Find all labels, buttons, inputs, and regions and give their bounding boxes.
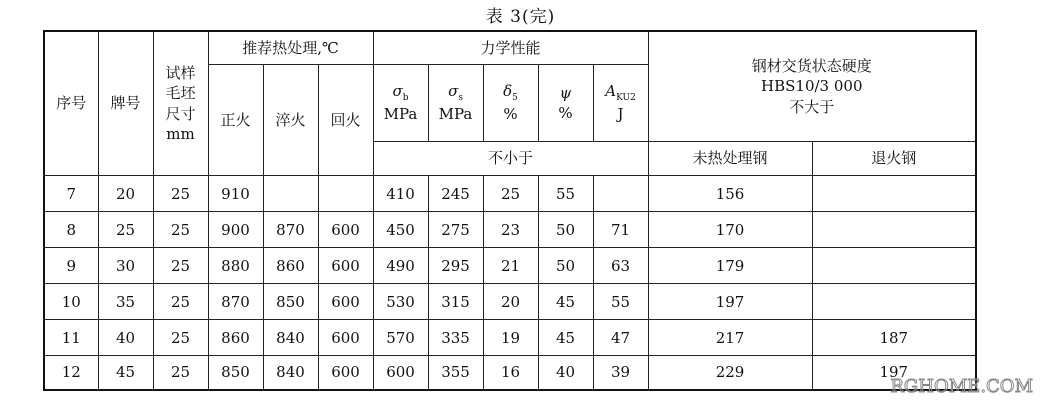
table-cell: 170 <box>648 212 812 248</box>
table-cell: 245 <box>428 176 483 212</box>
table-cell: 870 <box>263 212 318 248</box>
table-cell: 20 <box>98 176 153 212</box>
table-cell: 315 <box>428 284 483 320</box>
table-cell: 410 <box>373 176 428 212</box>
table-cell: 12 <box>44 356 98 390</box>
table-cell: 7 <box>44 176 98 212</box>
table-cell: 10 <box>44 284 98 320</box>
table-cell: 900 <box>208 212 263 248</box>
table-cell: 45 <box>98 356 153 390</box>
table-cell: 25 <box>98 212 153 248</box>
header-mechanical: 力学性能 <box>373 31 648 65</box>
table-cell: 55 <box>593 284 648 320</box>
watermark-text: RGHOME.COM <box>890 376 1033 397</box>
header-sigma-s: $\sigma_s$ MPa <box>428 65 483 142</box>
table-cell: 63 <box>593 248 648 284</box>
header-aku2: $A_{KU2}$ J <box>593 65 648 142</box>
table-cell: 355 <box>428 356 483 390</box>
table-cell: 600 <box>318 356 373 390</box>
table-cell: 21 <box>483 248 538 284</box>
table-cell: 880 <box>208 248 263 284</box>
table-cell: 600 <box>318 248 373 284</box>
table-cell: 35 <box>98 284 153 320</box>
table-cell: 860 <box>208 320 263 356</box>
header-not-less: 不小于 <box>373 142 648 176</box>
table-cell: 50 <box>538 212 593 248</box>
table-cell: 25 <box>483 176 538 212</box>
table-cell: 850 <box>263 284 318 320</box>
table-cell: 30 <box>98 248 153 284</box>
table-row <box>44 284 976 320</box>
table-cell: 47 <box>593 320 648 356</box>
header-temper: 回火 <box>318 65 373 176</box>
table-cell: 197 <box>648 284 812 320</box>
table-body <box>44 176 976 390</box>
table-cell: 600 <box>318 284 373 320</box>
header-normalize: 正火 <box>208 65 263 176</box>
header-delta5: $\delta_5$ % <box>483 65 538 142</box>
table-row <box>44 212 976 248</box>
table-cell: 600 <box>318 320 373 356</box>
table-cell: 45 <box>538 320 593 356</box>
header-hardness: 钢材交货状态硬度 HBS10/3 000 不大于 <box>648 31 976 142</box>
table-cell: 25 <box>153 284 208 320</box>
table-cell: 55 <box>538 176 593 212</box>
table-cell: 179 <box>648 248 812 284</box>
table-cell: 229 <box>648 356 812 390</box>
header-psi: ψ % <box>538 65 593 142</box>
table-cell: 25 <box>153 176 208 212</box>
table-cell: 600 <box>318 212 373 248</box>
table-cell: 23 <box>483 212 538 248</box>
table-row <box>44 320 976 356</box>
table-cell <box>812 248 976 284</box>
table-cell: 40 <box>98 320 153 356</box>
table-cell: 156 <box>648 176 812 212</box>
table-cell: 530 <box>373 284 428 320</box>
table-cell: 8 <box>44 212 98 248</box>
table-cell <box>318 176 373 212</box>
table-cell: 45 <box>538 284 593 320</box>
table-row <box>44 176 976 212</box>
header-quench: 淬火 <box>263 65 318 176</box>
table-cell <box>812 284 976 320</box>
table-row <box>44 356 976 390</box>
table-cell: 25 <box>153 356 208 390</box>
table-cell: 50 <box>538 248 593 284</box>
table-cell: 187 <box>812 320 976 356</box>
header-seq: 序号 <box>44 31 98 176</box>
table-cell: 20 <box>483 284 538 320</box>
table-cell: 217 <box>648 320 812 356</box>
table-cell: 25 <box>153 212 208 248</box>
table-cell: 295 <box>428 248 483 284</box>
table-cell: 25 <box>153 248 208 284</box>
table-cell: 910 <box>208 176 263 212</box>
header-grade: 牌号 <box>98 31 153 176</box>
table-cell <box>593 176 648 212</box>
table-cell: 490 <box>373 248 428 284</box>
table-cell: 860 <box>263 248 318 284</box>
header-heat-treatment: 推荐热处理,℃ <box>208 31 373 65</box>
table-cell <box>812 212 976 248</box>
header-annealed: 退火钢 <box>812 142 976 176</box>
table-cell: 275 <box>428 212 483 248</box>
table-cell: 19 <box>483 320 538 356</box>
table-cell: 850 <box>208 356 263 390</box>
table-row <box>44 248 976 284</box>
header-sigma-b: $\sigma_b$ MPa <box>373 65 428 142</box>
table-cell: 11 <box>44 320 98 356</box>
table-cell: 870 <box>208 284 263 320</box>
table-cell: 40 <box>538 356 593 390</box>
table-cell <box>812 176 976 212</box>
table-cell: 71 <box>593 212 648 248</box>
table-cell: 600 <box>373 356 428 390</box>
header-untreated: 未热处理钢 <box>648 142 812 176</box>
table-cell: 335 <box>428 320 483 356</box>
table-cell: 840 <box>263 320 318 356</box>
steel-properties-table <box>43 30 977 391</box>
table-cell: 25 <box>153 320 208 356</box>
table-cell <box>263 176 318 212</box>
table-caption: 表 3(完) <box>485 7 556 27</box>
table-cell: 450 <box>373 212 428 248</box>
table-cell: 16 <box>483 356 538 390</box>
table-cell: 9 <box>44 248 98 284</box>
header-blank-size: 试样 毛坯 尺寸 mm <box>153 31 208 176</box>
table-cell: 570 <box>373 320 428 356</box>
table-cell: 840 <box>263 356 318 390</box>
table-cell: 197 <box>812 356 976 390</box>
table-cell: 39 <box>593 356 648 390</box>
